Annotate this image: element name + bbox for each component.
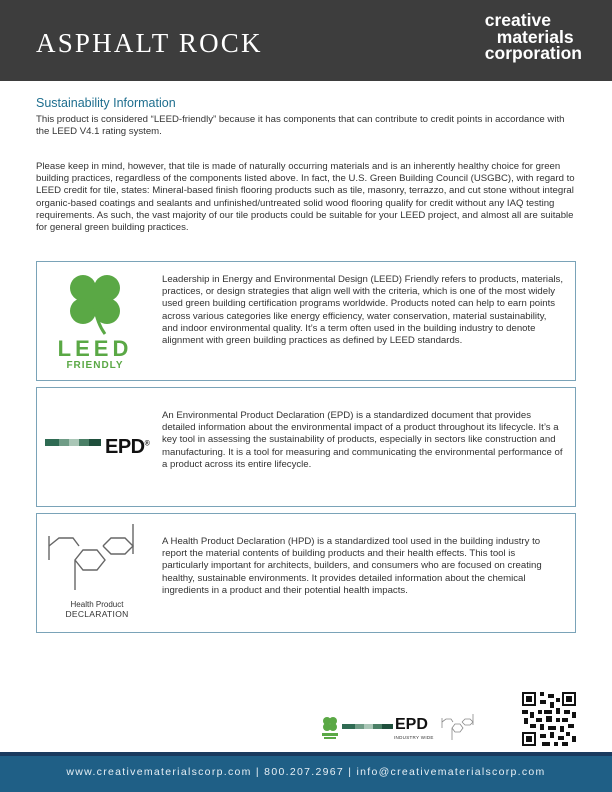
hpd-mark-icon <box>45 520 149 596</box>
leed-logo-subtext: FRIENDLY <box>66 360 124 371</box>
hpd-card <box>36 513 576 633</box>
hpd-caption-line-2: DECLARATION <box>65 608 129 619</box>
epd-registered-mark: ® <box>144 440 150 448</box>
hpd-small-icon <box>440 714 476 744</box>
epd-small-subtext: INDUSTRY WIDE <box>394 735 434 740</box>
epd-bars-icon <box>45 439 103 447</box>
brand-logo <box>485 12 582 62</box>
leed-description: Leadership in Energy and Environmental Design (LEED) Friendly refers to products, materials, practices, or design strategies that align well with the criteria, which is one of the most widely used green building certification programs worldwide. Products noted can help to earn points across various categories like energy efficiency, water conservation, material sustainability, and indoor environmental quality. It’s a term often used in the building industry to denote alignment with green building practices as defined by LEED standards. <box>162 274 563 347</box>
epd-logo-text <box>105 436 149 459</box>
details-paragraph: Please keep in mind, however, that tile is made of naturally occurring materials and is an inherently healthy choice for green building practices, regardless of the components listed above. In fact, the U.S. Green Building Council (USGBC), with regard to LEED credit for tile, states: Mineral-based finish flooring products such as tile, masonry, terrazzo, and cut stone without integral organic-based coatings and sealants and unfinished/untreated solid wood flooring qualify for credit without any IAQ testing requirements. As such, the vast majority of our tile products could be suitable for your LEED project, and almost all are suitable for general green building practices. <box>36 161 575 234</box>
hpd-caption-line-1: Health Product <box>70 600 124 609</box>
certification-badges <box>318 714 498 744</box>
epd-card <box>36 387 576 507</box>
product-title: ASPHALT ROCK <box>36 28 263 58</box>
leed-small-icon <box>320 716 340 742</box>
section-title: Sustainability Information <box>36 96 176 110</box>
brand-line-2: materials <box>496 26 574 47</box>
epd-logo <box>45 394 150 502</box>
epd-description: An Environmental Product Declaration (EPD) is a standardized document that provides detailed information about the environmental impact of a product throughout its lifecycle. It’s a key tool in assessing the sustainability of products, especially in sectors like construction and manufacturing. It is a tool for measuring and communicating the environmental performance of a product across its entire lifecycle. <box>162 410 563 470</box>
brand-line-1: creative <box>484 10 551 30</box>
qr-code-icon <box>522 692 576 746</box>
hpd-logo-caption <box>45 600 149 619</box>
epd-small-text: EPD <box>395 716 428 733</box>
intro-paragraph: This product is considered “LEED-friendly” because it has components that can contribute to credit points in accordance with the LEED V4.1 rating system. <box>36 114 565 138</box>
leed-logo <box>45 268 145 376</box>
leed-card <box>36 261 576 381</box>
page-header <box>0 0 612 81</box>
hpd-logo <box>45 520 145 628</box>
leed-logo-text: LEED <box>57 336 133 361</box>
hpd-description: A Health Product Declaration (HPD) is a standardized tool used in the building industry to report the material contents of building products and their health effects. This tool is particularly important for architects, builders, and consumers who are focused on creating healthy, sustainable environments. It provides detailed information about the chemical ingredients in a product and their potential health impacts. <box>162 536 542 596</box>
page-footer <box>0 756 612 792</box>
epd-small-bars-icon <box>342 724 394 730</box>
epd-logo-letters: EPD <box>105 436 145 458</box>
brand-line-3: corporation <box>484 43 582 63</box>
footer-contact: www.creativematerialscorp.com | 800.207.2967 | info@creativematerialscorp.com <box>66 766 546 778</box>
clover-icon <box>45 268 145 338</box>
